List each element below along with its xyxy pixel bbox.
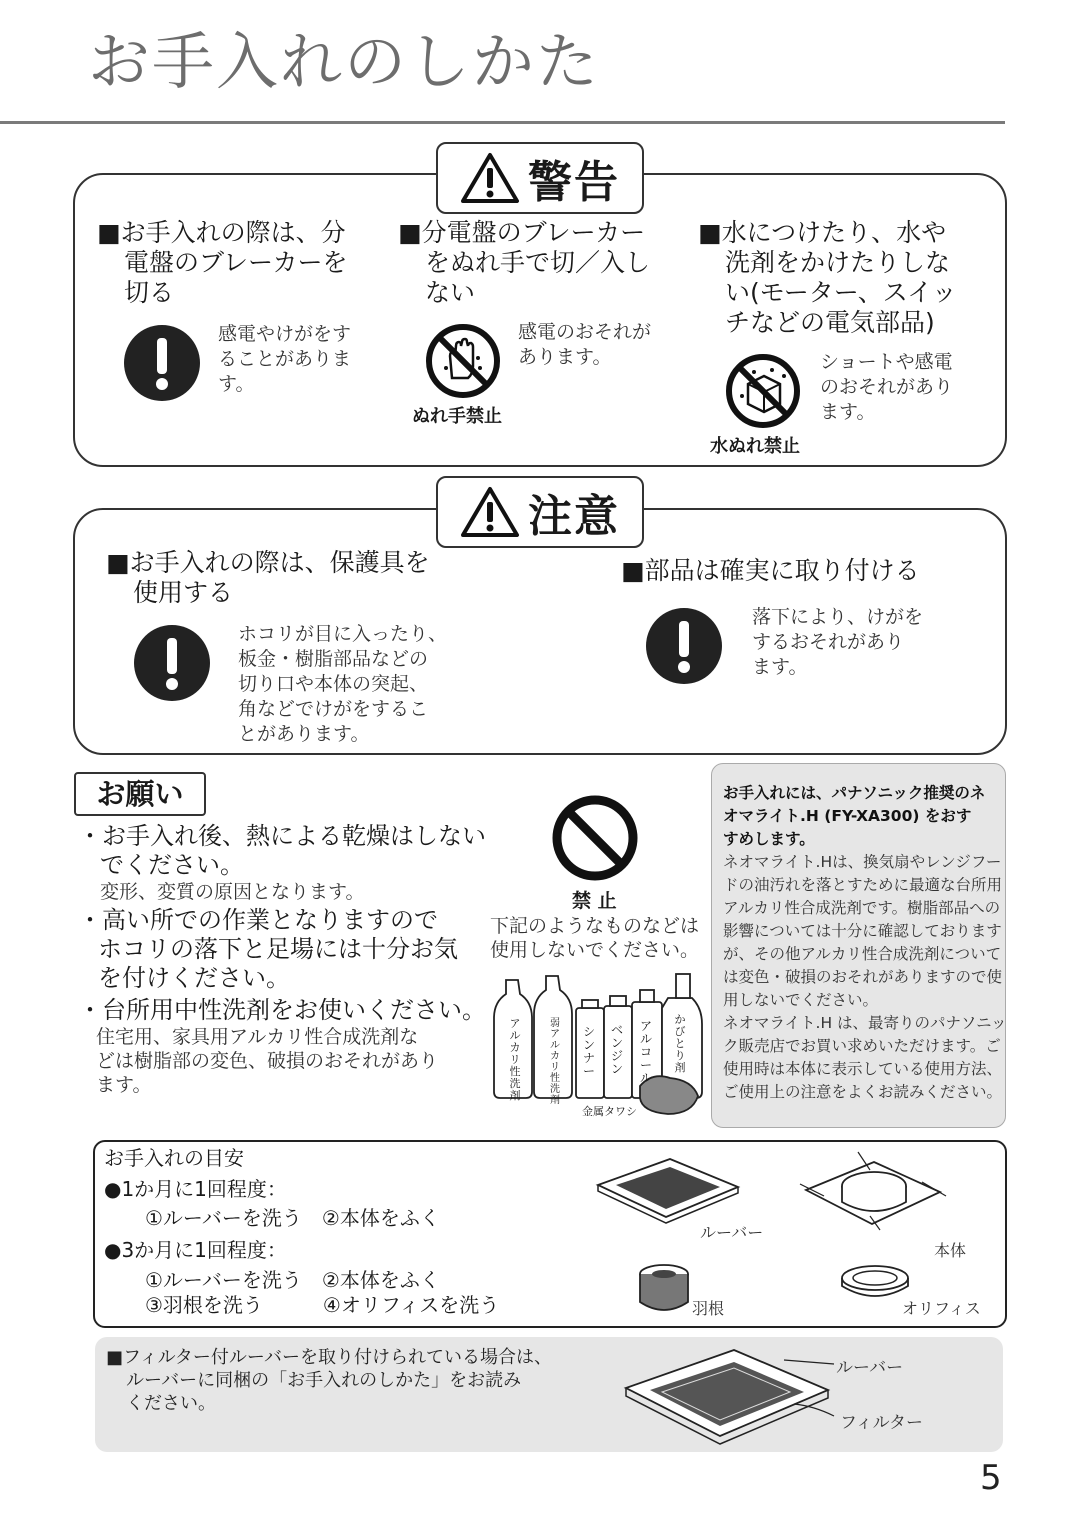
request-list: ・お手入れ後、熱による乾燥はしない でください。 変形、変質の原因となります。 ・高い所での作業となりますので ホコリの落下と足場には十分お気 を付けください。 ・台所用中性洗剤をお使いください。 住宅用、家具用アルカリ性合成洗剤な どは樹脂部の変色、破損のおそれがあり ます。 [78, 822, 486, 1096]
filter-louver-label: ルーバー [836, 1358, 904, 1378]
request-label: お願い [74, 772, 206, 816]
caution-label: 注意 [528, 491, 620, 542]
warning-1-heading: ■お手入れの際は、分 電盤のブレーカーを 切る [97, 218, 348, 307]
schedule-monthly-tasks: ①ルーバーを洗う ②本体をふく [145, 1206, 440, 1230]
warning-label: 警告 [528, 157, 620, 208]
bottle-label-benzine: ベンジン [610, 1023, 623, 1076]
fan-body-illustration [798, 1150, 948, 1232]
scrubber-label: 金属タワシ [582, 1105, 637, 1118]
title-divider [0, 121, 1005, 124]
wet-hand-prohibited-caption: ぬれ手禁止 [412, 406, 502, 427]
prohibited-text: 下記のようなものなどは 使用しないでください。 [490, 915, 700, 961]
schedule-quarterly-label: ●3か月に1回程度： [104, 1238, 287, 1262]
fan-label: 羽根 [692, 1299, 725, 1318]
schedule-quarterly-tasks-1: ①ルーバーを洗う ②本体をふく [145, 1268, 440, 1292]
recommended-detergent-text: お手入れには、パナソニック推奨のネ オマライト.H (FY-XA300) をおす すめします。 ネオマライト.Hは、換気扇やレンジフー ドの油汚れを落とすために最適な台所用 アルカリ性合成洗剤です。樹脂部品への 影響については十分に確認しております が、その他アルカリ性合成洗剤について は変色・破損のおそれがありますので使 用しないでください。 ネオマライト.H は、最寄りのパナソニッ ク販売店でお買い求めいただけます。ご 使用時は本体に表示している使用方法、 ご使用上の注意をよくお読みください。 [723, 784, 1007, 1101]
water-prohibited-caption: 水ぬれ禁止 [710, 436, 800, 457]
mandatory-icon [133, 624, 211, 702]
wet-hand-prohibited-icon [424, 322, 502, 400]
filter-note-text: ■フィルター付ルーバーを取り付けられている場合は、 ルーバーに同梱の「お手入れのしかた」をお読み ください。 [106, 1347, 552, 1414]
orifice-illustration [838, 1262, 912, 1306]
filter-leader-lines [780, 1354, 836, 1420]
prohibited-caption: 禁 止 [572, 890, 617, 912]
caution-triangle-icon [460, 486, 520, 538]
schedule-title: お手入れの目安 [104, 1146, 244, 1170]
filter-label: フィルター [840, 1413, 923, 1433]
caution-1-body: ホコリが目に入ったり、 板金・樹脂部品などの 切り口や本体の突起、 角などでけがをするこ とがあります。 [238, 623, 448, 745]
warning-badge [436, 142, 644, 214]
bottle-label-mold-remover: かびとり剤 [674, 1013, 686, 1074]
warning-3-heading: ■水につけたり、水や 洗剤をかけたりしな い(モーター、スイッ チなどの電気部品) [698, 218, 957, 337]
mandatory-icon [645, 607, 723, 685]
louver-illustration [594, 1155, 742, 1225]
warning-2-body: 感電のおそれが あります。 [518, 321, 652, 368]
mandatory-icon [123, 324, 201, 402]
schedule-monthly-label: ●1か月に1回程度： [104, 1177, 287, 1201]
bottle-label-thinner: シンナー [582, 1025, 595, 1078]
prohibited-icon [550, 793, 640, 883]
body-label: 本体 [934, 1241, 967, 1260]
caution-badge [436, 476, 644, 548]
caution-1-heading: ■お手入れの際は、保護具を 使用する [106, 548, 430, 607]
louver-label: ルーバー [700, 1223, 764, 1242]
warning-3-body: ショートや感電 のおそれがあり ます。 [820, 351, 954, 423]
bottle-label-weak-alkaline: 弱アルカリ性洗剤 [550, 1018, 560, 1106]
caution-2-heading: ■部品は確実に取り付ける [621, 556, 920, 585]
schedule-quarterly-tasks-2: ③羽根を洗う ④オリフィスを洗う [145, 1293, 500, 1317]
water-prohibited-icon [724, 352, 802, 430]
warning-2-heading: ■分電盤のブレーカー をぬれ手で切／入し ない [398, 218, 651, 307]
caution-2-body: 落下により、けがを するおそれがあり ます。 [752, 606, 924, 678]
page-title: お手入れのしかた [88, 25, 601, 98]
warning-triangle-icon [460, 152, 520, 204]
page-number: 5 [980, 1458, 1002, 1498]
orifice-label: オリフィス [902, 1299, 981, 1318]
fan-blade-illustration [636, 1262, 692, 1316]
bottle-label-alcohol: アルコール [639, 1019, 652, 1085]
warning-1-body: 感電やけがをす ることがありま す。 [218, 323, 352, 395]
bottle-label-alkaline: アルカリ性洗剤 [509, 1017, 521, 1102]
